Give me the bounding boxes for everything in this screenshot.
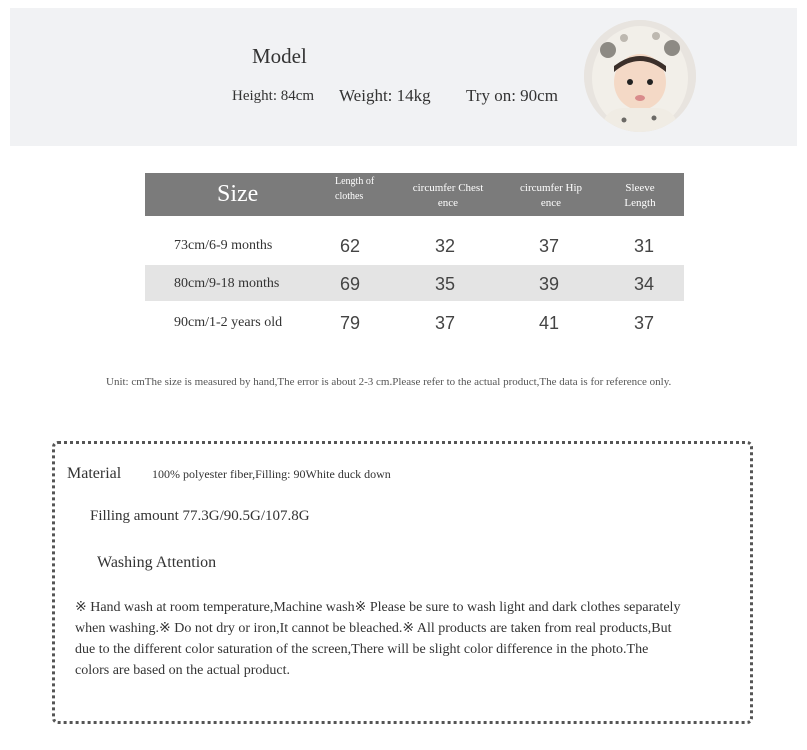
care-info-box [52,441,753,724]
row-chest: 32 [434,236,456,256]
header-size: Size [217,181,259,207]
row-length: 69 [339,274,361,294]
row-size: 80cm/9-18 months [174,276,280,291]
row-sleeve: 34 [633,274,655,294]
material-value: 100% polyester fiber,Filling: 90White duck down [152,467,391,481]
row-size: 90cm/1-2 years old [174,315,283,330]
unit-note: Unit: cmThe size is measured by hand,The error is about 2-3 cm.Please refer to the actual product,The data is for reference only. [106,376,672,388]
model-title: Model [252,44,307,68]
row-hip: 39 [538,274,560,294]
model-photo [584,20,696,132]
row-chest: 37 [434,313,456,333]
header-chest: circumfer Chest ence [412,182,484,209]
washing-instructions: ※ Hand wash at room temperature,Machine wash※ Please be sure to wash light and dark clothes separately when washing.※ Do not dry or iron,It cannot be bleached.※ All products are taken from real products,But due to the different color saturation of the screen,There will be slight color difference in the photo.The colors are based on the actual product. [75,600,681,678]
header-length: Length of clothes [335,176,375,202]
row-size: 73cm/6-9 months [174,238,273,253]
row-sleeve: 37 [633,313,655,333]
table-row [145,304,684,340]
row-length: 62 [339,236,361,256]
row-chest: 35 [434,274,456,294]
table-row [145,265,684,301]
model-weight: Weight: 14kg [339,86,431,105]
washing-label: Washing Attention [97,554,217,571]
row-length: 79 [339,313,361,333]
material-label: Material [67,465,122,482]
row-hip: 37 [538,236,560,256]
size-table-header [145,173,684,216]
row-sleeve: 31 [633,236,655,256]
model-height: Height: 84cm [232,88,315,104]
header-sleeve: Sleeve Length [624,182,656,209]
filling-amount: Filling amount 77.3G/90.5G/107.8G [90,508,310,524]
model-try-on: Try on: 90cm [466,86,558,105]
row-hip: 41 [538,313,560,333]
table-row [145,227,684,263]
header-hip: circumfer Hip ence [520,182,582,209]
